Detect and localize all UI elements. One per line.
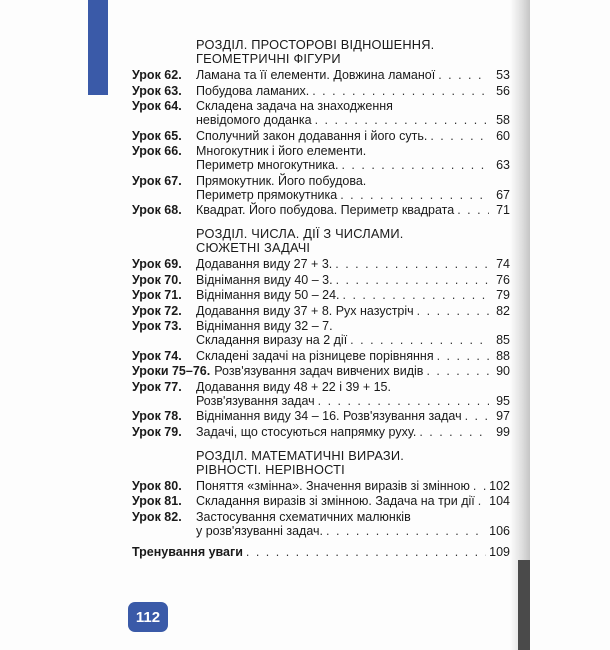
dot-leader (426, 364, 489, 378)
lesson-page: 85 (496, 333, 510, 347)
toc-entry[interactable] (132, 99, 510, 127)
dot-leader (430, 129, 489, 143)
training-label: Тренування уваги (132, 545, 243, 559)
lesson-page: 63 (496, 158, 510, 172)
lesson-title: Складання виразу на 2 дії (196, 333, 348, 347)
toc-entry[interactable] (132, 409, 510, 423)
lesson-label: Урок 71. (132, 288, 182, 302)
dot-leader (341, 158, 489, 172)
toc-entry[interactable] (132, 425, 510, 439)
lesson-label: Урок 64. (132, 99, 182, 113)
section-title-line: РОЗДІЛ. ЧИСЛА. ДІЇ З ЧИСЛАМИ. (196, 226, 404, 241)
lesson-title: Додавання виду 48 + 22 і 39 + 15. (196, 379, 391, 394)
lesson-page: 60 (496, 128, 510, 143)
toc-entry[interactable] (132, 129, 510, 143)
lesson-title: Прямокутник. Його побудова. (196, 173, 367, 188)
toc-entry[interactable] (132, 203, 510, 217)
lesson-title: у розв'язуванні задач. (196, 523, 324, 538)
lesson-title: невідомого доданка (196, 113, 312, 127)
toc-entry[interactable] (132, 273, 510, 287)
lesson-title: Сполучний закон додавання і його суть. (196, 128, 428, 143)
table-of-contents (132, 38, 510, 539)
dot-leader (340, 188, 489, 202)
dot-leader (326, 524, 486, 538)
dot-leader (343, 288, 490, 302)
dot-leader (318, 394, 489, 408)
lesson-label: Урок 77. (132, 379, 182, 394)
lesson-title: Складена задача на знаходження (196, 99, 393, 113)
dot-leader (417, 304, 489, 318)
lesson-label: Урок 80. (132, 478, 182, 493)
lesson-label: Урок 81. (132, 494, 182, 508)
lesson-label: Урок 68. (132, 203, 182, 217)
toc-entry-training[interactable] (132, 545, 510, 559)
lesson-label: Урок 79. (132, 424, 182, 439)
dot-leader (465, 409, 489, 423)
lesson-title: Многокутник і його елементи. (196, 144, 367, 158)
lesson-title: Застосування схематичних малюнків (196, 509, 411, 524)
lesson-page: 97 (496, 409, 510, 423)
dot-leader (315, 113, 489, 127)
lesson-page: 99 (496, 424, 510, 439)
lesson-page: 90 (496, 364, 510, 378)
lesson-label: Урок 69. (132, 257, 182, 271)
page-fold-shadow (510, 0, 530, 650)
lesson-label: Урок 62. (132, 68, 182, 82)
toc-entry[interactable] (132, 349, 510, 363)
toc-entry[interactable] (132, 68, 510, 82)
dot-leader (437, 349, 489, 363)
training-page: 109 (489, 545, 510, 559)
lesson-label: Уроки 75–76. (132, 364, 211, 378)
lesson-label: Урок 70. (132, 272, 182, 287)
lesson-page: 104 (489, 494, 510, 508)
lesson-label: Урок 74. (132, 348, 182, 363)
toc-entry[interactable] (132, 494, 510, 508)
toc-entry[interactable] (132, 144, 510, 172)
toc-entry[interactable] (132, 380, 510, 408)
lesson-page: 67 (496, 187, 510, 202)
lesson-title: Складені задачі на різницеве порівняння (196, 348, 434, 363)
lesson-page: 74 (496, 257, 510, 271)
lesson-page: 95 (496, 393, 510, 408)
section-title-line: ГЕОМЕТРИЧНІ ФІГУРИ (196, 51, 341, 66)
lesson-label: Урок 66. (132, 144, 182, 158)
blue-edge-tab (88, 0, 108, 95)
lesson-title: Поняття «змінна». Значення виразів зі змінною (196, 478, 470, 493)
dot-leader (473, 479, 486, 493)
lesson-title: Розв'язування задач (196, 393, 315, 408)
toc-entry[interactable] (132, 510, 510, 538)
lesson-page: 71 (496, 203, 510, 217)
lesson-title: Побудова ламаних. (196, 83, 310, 98)
lesson-title: Віднімання виду 40 – 3. (196, 272, 333, 287)
lesson-page: 79 (496, 288, 510, 302)
dot-leader (478, 494, 486, 508)
toc-entry[interactable] (132, 288, 510, 302)
lesson-title: Складання виразів зі змінною. Задача на три дії (196, 494, 475, 508)
section-title (132, 449, 510, 477)
lesson-label: Урок 78. (132, 409, 182, 423)
dot-leader (336, 273, 489, 287)
dot-leader (350, 333, 489, 347)
section-title-line: СЮЖЕТНІ ЗАДАЧІ (196, 240, 311, 255)
lesson-page: 88 (496, 348, 510, 363)
lesson-label: Урок 67. (132, 173, 182, 188)
lesson-page: 53 (496, 68, 510, 82)
section-title (132, 227, 510, 255)
lesson-title: Віднімання виду 32 – 7. (196, 319, 333, 333)
section-title-line: РОЗДІЛ. ПРОСТОРОВІ ВІДНОШЕННЯ. (196, 37, 435, 52)
lesson-title: Розв'язування задач вивчених видів (214, 364, 424, 378)
toc-entry[interactable] (132, 257, 510, 271)
lesson-title: Периметр многокутника. (196, 158, 339, 172)
lesson-title: Віднімання виду 34 – 16. Розв'язування задач (196, 409, 462, 423)
toc-entry[interactable] (132, 174, 510, 202)
toc-entry[interactable] (132, 479, 510, 493)
lesson-page: 56 (496, 83, 510, 98)
dot-leader (419, 425, 489, 439)
lesson-title: Периметр прямокутника (196, 187, 338, 202)
toc-entry[interactable] (132, 84, 510, 98)
page-fold-dark (518, 560, 530, 650)
lesson-title: Додавання виду 37 + 8. Рух назустріч (196, 303, 414, 318)
lesson-title: Квадрат. Його побудова. Периметр квадрата (196, 203, 455, 217)
toc-entry[interactable] (132, 304, 510, 318)
lesson-title: Ламана та її елементи. Довжина ламаної (196, 68, 436, 82)
lesson-page: 82 (496, 303, 510, 318)
dot-leader (335, 257, 489, 271)
toc-entry[interactable] (132, 364, 510, 378)
dot-leader (457, 203, 489, 217)
dot-leader (312, 84, 489, 98)
lesson-title: Додавання виду 27 + 3. (196, 257, 333, 271)
dot-leader (246, 545, 486, 559)
section-title-line: РОЗДІЛ. МАТЕМАТИЧНІ ВИРАЗИ. (196, 447, 404, 463)
lesson-label: Урок 63. (132, 83, 182, 98)
dot-leader (438, 68, 489, 82)
lesson-page: 76 (496, 272, 510, 287)
lesson-page: 102 (489, 478, 510, 493)
lesson-page: 58 (496, 113, 510, 127)
lesson-label: Урок 73. (132, 319, 182, 333)
lesson-label: Урок 72. (132, 303, 182, 318)
page-number-badge: 112 (128, 602, 168, 632)
lesson-page: 106 (489, 523, 510, 538)
lesson-title: Віднімання виду 50 – 24. (196, 288, 340, 302)
lesson-label: Урок 82. (132, 509, 182, 524)
section-title (132, 38, 510, 66)
lesson-title: Задачі, що стосуються напрямку руху. (196, 424, 417, 439)
toc-entry[interactable] (132, 319, 510, 347)
section-title-line: РІВНОСТІ. НЕРІВНОСТІ (196, 461, 345, 477)
lesson-label: Урок 65. (132, 128, 182, 143)
